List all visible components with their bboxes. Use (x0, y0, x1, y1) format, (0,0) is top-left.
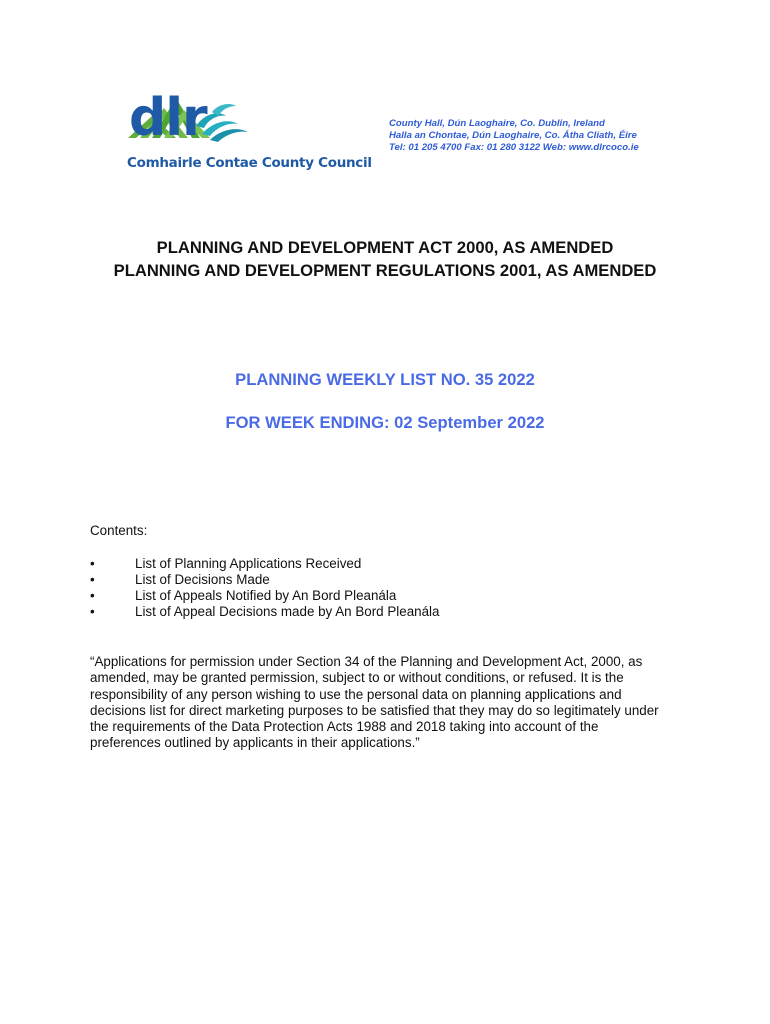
contents-label: Contents: (90, 523, 148, 538)
bullet-icon: • (90, 604, 95, 619)
logo-council-name: Comhairle Contae County Council (127, 155, 372, 171)
notice-line: decisions list for direct marketing purposes to be satisfied that they may do so legitimately under (90, 702, 659, 718)
address-line-english: County Hall, Dún Laoghaire, Co. Dublin, Ireland (389, 118, 605, 129)
week-ending-heading: FOR WEEK ENDING: 02 September 2022 (225, 413, 545, 432)
logo-wordmark: dlr (129, 88, 207, 148)
act-titles (0, 236, 770, 282)
notice-line: amended, may be granted permission, subject to or without conditions, or refused. It is the (90, 670, 624, 686)
data-protection-notice (90, 654, 690, 752)
notice-line: preferences outlined by applicants in their applications.” (90, 735, 420, 751)
act-title-1: PLANNING AND DEVELOPMENT ACT 2000, AS AMENDED (156, 238, 614, 257)
contents-item-decisions: List of Decisions Made (135, 572, 270, 587)
contact-line: Tel: 01 205 4700 Fax: 01 280 3122 Web: www.dlrcoco.ie (389, 142, 639, 153)
bullet-icon: • (90, 572, 95, 587)
address-line-irish: Halla an Chontae, Dún Laoghaire, Co. Átha Cliath, Éire (389, 130, 637, 141)
notice-line: “Applications for permission under Section 34 of the Planning and Development Act, 2000, as (90, 654, 643, 669)
bullet-icon: • (90, 588, 95, 603)
contents-item-appeal-decisions: List of Appeal Decisions made by An Bord Pleanála (135, 604, 440, 619)
notice-line: responsibility of any person wishing to use the personal data on planning applications and (90, 686, 622, 702)
bullet-icon: • (90, 556, 95, 571)
notice-line: the requirements of the Data Protection Acts 1988 and 2018 taking into account of the (90, 719, 599, 735)
weekly-list-heading: PLANNING WEEKLY LIST NO. 35 2022 (235, 370, 535, 389)
contents-item-applications: List of Planning Applications Received (135, 556, 362, 571)
address-block (389, 118, 639, 154)
act-title-2: PLANNING AND DEVELOPMENT REGULATIONS 2001, AS AMENDED (113, 261, 657, 280)
contents-item-appeals-notified: List of Appeals Notified by An Bord Pleanála (135, 588, 397, 603)
